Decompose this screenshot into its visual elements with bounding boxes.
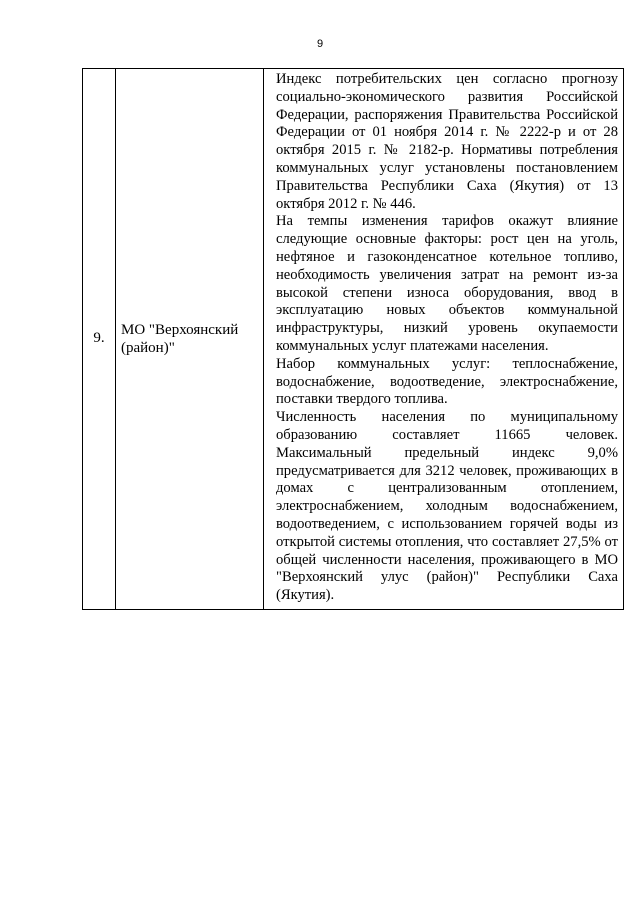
paragraph-population: Численность населения по муниципальному образованию составляет 11665 человек. Максимальный предельный индекс 9,0% предусматривается для 3212 человек, проживающих в домах с централизованным отоплением, электроснабжением, холодным водоснабжением, водоотведением, с использованием горячей воды из открытой системы отопления, что составляет 27,5% от общей численности населения, проживающего в МО "Верхоянский улус (район)" Республики Саха (Якутия).: [276, 409, 618, 604]
table-row: [83, 69, 624, 610]
tariff-table: [82, 68, 624, 610]
paragraph-service-set: Набор коммунальных услуг: теплоснабжение, водоснабжение, водоотведение, электроснабжение, поставки твердого топлива.: [276, 355, 618, 408]
municipality-name: МО "Верхоянский (район)": [116, 69, 264, 610]
page-number: 9: [316, 38, 324, 50]
paragraph-tariff-factors: На темпы изменения тарифов окажут влияние следующие основные факторы: рост цен на уголь, нефтяное и газоконденсатное котельное топливо, необходимость увеличения затрат на ремонт из-за высокой степени износа оборудования, ввод в эксплуатацию новых объектов коммунальной инфраструктуры, низкий уровень окупаемости коммунальных услуг платежами населения.: [276, 213, 618, 354]
description-cell: [264, 69, 624, 610]
row-number: 9.: [83, 69, 116, 610]
paragraph-price-index: Индекс потребительских цен согласно прогнозу социально-экономического развития Российской Федерации, распоряжения Правительства Российской Федерации от 01 ноября 2014 г. № 2222-р и от 28 октября 2015 г. № 2182-р. Нормативы потребления коммунальных услуг установлены постановлением Правительства Республики Саха (Якутия) от 13 октября 2012 г. № 446.: [276, 71, 618, 212]
